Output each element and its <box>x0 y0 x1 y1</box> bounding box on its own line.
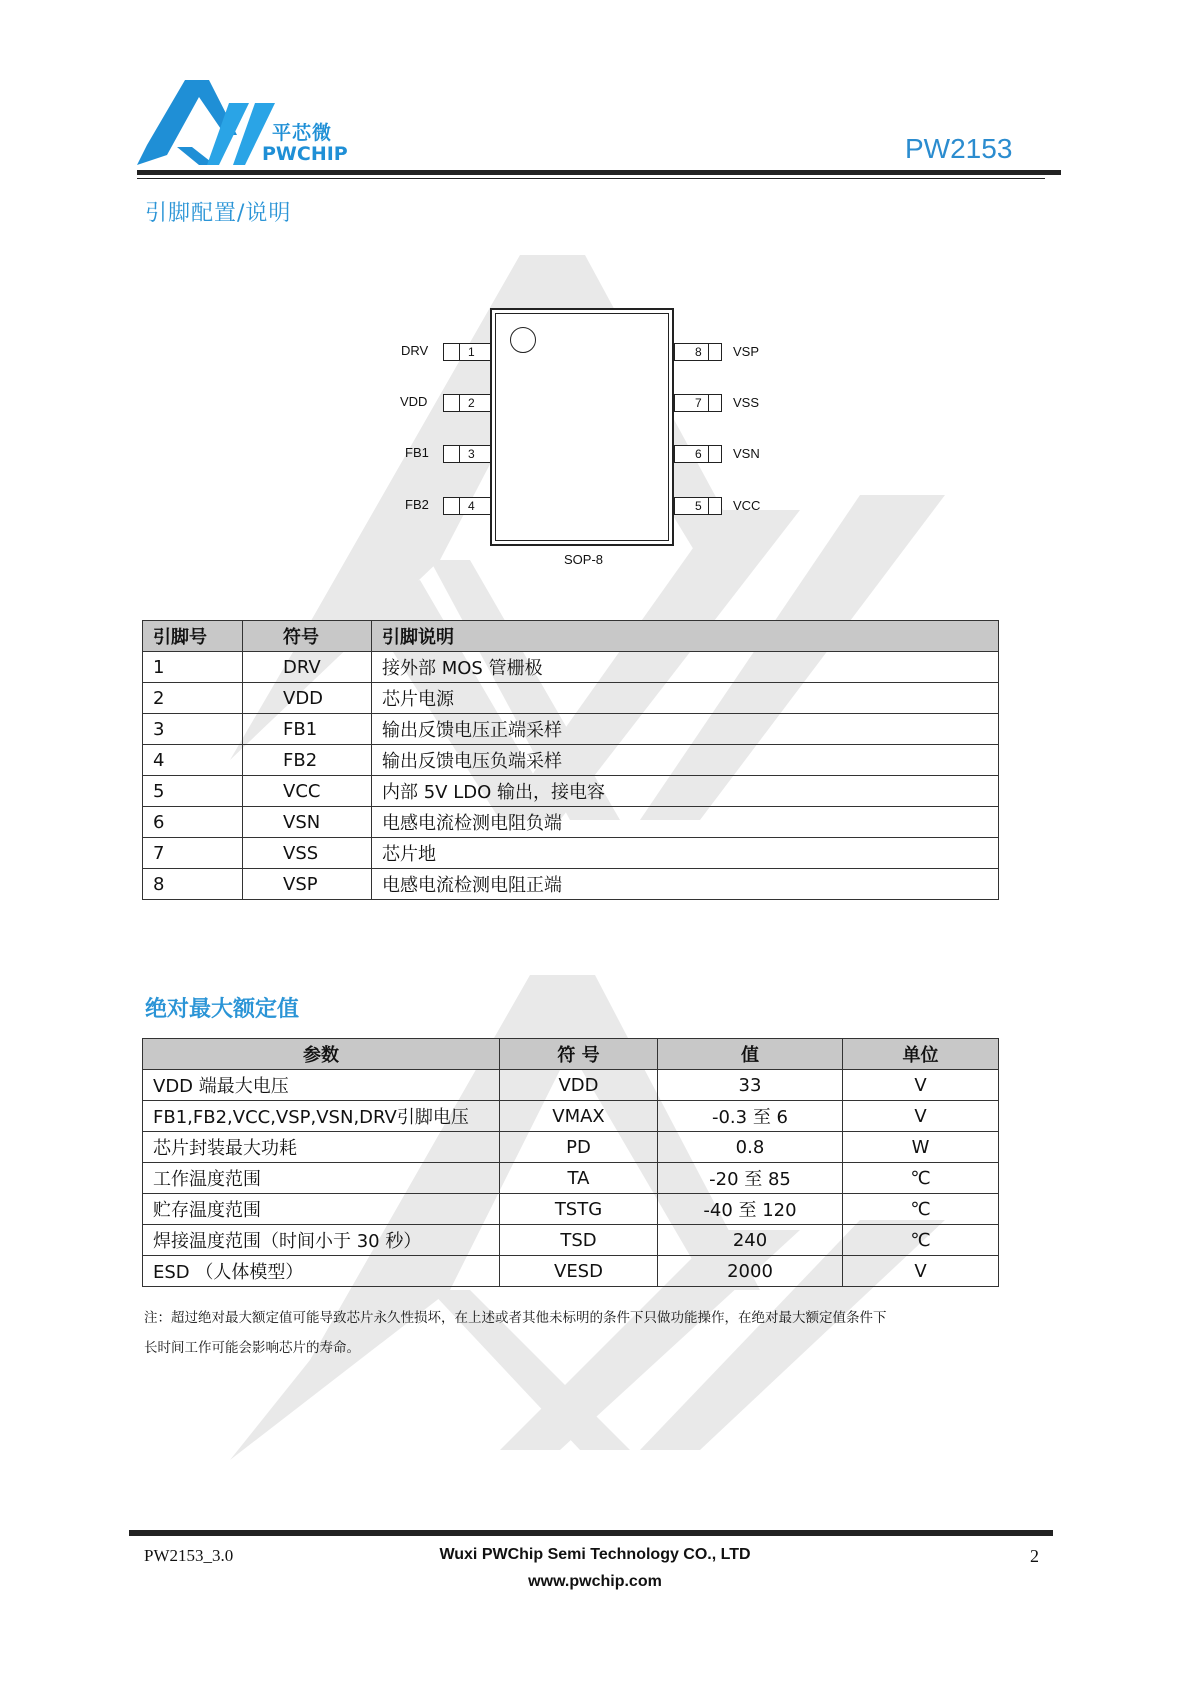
table-cell: 贮存温度范围 <box>143 1194 500 1225</box>
table-cell: W <box>843 1132 999 1163</box>
pin-number: 1 <box>468 345 475 359</box>
pin-label: VDD <box>400 394 428 409</box>
pin-description-table <box>142 620 999 900</box>
header-rule <box>137 170 1061 175</box>
table-row <box>143 683 999 714</box>
pin-box <box>443 497 491 515</box>
table-cell: TSTG <box>500 1194 658 1225</box>
pin-label: FB1 <box>405 445 429 460</box>
table-cell: 电感电流检测电阻负端 <box>372 807 999 838</box>
column-header: 符 号 <box>500 1039 658 1070</box>
table-row <box>143 776 999 807</box>
table-cell: 内部 5V LDO 输出，接电容 <box>372 776 999 807</box>
table-header-row <box>143 621 999 652</box>
table-cell: -0.3 至 6 <box>658 1101 843 1132</box>
abs-max-ratings-table <box>142 1038 999 1287</box>
table-cell: DRV <box>243 652 372 683</box>
table-row <box>143 1132 999 1163</box>
table-cell: FB1,FB2,VCC,VSP,VSN,DRV引脚电压 <box>143 1101 500 1132</box>
pin-box <box>443 343 491 361</box>
pin-box <box>674 497 722 515</box>
table-cell: V <box>843 1070 999 1101</box>
table-cell: 焊接温度范围（时间小于 30 秒） <box>143 1225 500 1256</box>
table-cell: 接外部 MOS 管栅极 <box>372 652 999 683</box>
note-text: 注：超过绝对最大额定值可能导致芯片永久性损坏，在上述或者其他未标明的条件下只做功能操作，在绝对最大额定值条件下 <box>144 1310 887 1326</box>
pin-box <box>443 394 491 412</box>
pin-number: 5 <box>695 499 702 513</box>
pin-label: FB2 <box>405 497 429 512</box>
column-header: 引脚号 <box>143 621 243 652</box>
pin-number: 4 <box>468 499 475 513</box>
package-name: SOP-8 <box>564 552 604 567</box>
pin-label: VCC <box>733 498 761 513</box>
table-cell: 输出反馈电压负端采样 <box>372 745 999 776</box>
column-header: 单位 <box>843 1039 999 1070</box>
pin-box <box>674 343 722 361</box>
table-row <box>143 838 999 869</box>
company-url[interactable]: www.pwchip.com <box>528 1573 662 1590</box>
pin-config-title: 引脚配置/说明 <box>145 201 292 226</box>
table-cell: 5 <box>143 776 243 807</box>
pin1-marker <box>510 327 536 353</box>
brand-english-name: PWCHIP <box>262 143 348 165</box>
table-cell: PD <box>500 1132 658 1163</box>
table-row <box>143 869 999 900</box>
table-row <box>143 652 999 683</box>
table-cell: 4 <box>143 745 243 776</box>
table-cell: VMAX <box>500 1101 658 1132</box>
pin-number: 8 <box>695 345 702 359</box>
pin-box <box>674 445 722 463</box>
header-rule-thin <box>137 178 1045 179</box>
table-row <box>143 807 999 838</box>
table-row <box>143 1225 999 1256</box>
pin-box <box>443 445 491 463</box>
table-row <box>143 1163 999 1194</box>
column-header: 引脚说明 <box>372 621 999 652</box>
table-cell: 8 <box>143 869 243 900</box>
table-cell: 芯片封装最大功耗 <box>143 1132 500 1163</box>
table-cell: ℃ <box>843 1225 999 1256</box>
table-cell: V <box>843 1256 999 1287</box>
part-number: PW2153 <box>905 133 1013 164</box>
table-cell: -20 至 85 <box>658 1163 843 1194</box>
table-cell: 33 <box>658 1070 843 1101</box>
table-cell: 输出反馈电压正端采样 <box>372 714 999 745</box>
brand-chinese-name: 平芯微 <box>272 122 333 144</box>
note-text: 长时间工作可能会影响芯片的寿命。 <box>144 1340 360 1356</box>
table-cell: V <box>843 1101 999 1132</box>
table-cell: TA <box>500 1163 658 1194</box>
table-cell: VSN <box>243 807 372 838</box>
pin-label: VSP <box>733 344 760 359</box>
table-cell: 7 <box>143 838 243 869</box>
table-cell: FB1 <box>243 714 372 745</box>
pin-number: 6 <box>695 447 702 461</box>
table-row <box>143 1256 999 1287</box>
table-cell: FB2 <box>243 745 372 776</box>
table-row <box>143 1194 999 1225</box>
table-cell: VSS <box>243 838 372 869</box>
table-cell: VCC <box>243 776 372 807</box>
pin-number: 3 <box>468 447 475 461</box>
abs-max-ratings-title: 绝对最大额定值 <box>145 997 300 1022</box>
table-cell: TSD <box>500 1225 658 1256</box>
company-name: Wuxi PWChip Semi Technology CO., LTD <box>439 1546 751 1563</box>
table-cell: ℃ <box>843 1163 999 1194</box>
table-cell: VDD 端最大电压 <box>143 1070 500 1101</box>
table-cell: VSP <box>243 869 372 900</box>
table-cell: 0.8 <box>658 1132 843 1163</box>
doc-version: PW2153_3.0 <box>144 1546 234 1565</box>
table-cell: 工作温度范围 <box>143 1163 500 1194</box>
pin-label: VSN <box>733 446 760 461</box>
table-cell: 3 <box>143 714 243 745</box>
table-cell: 芯片地 <box>372 838 999 869</box>
pin-number: 2 <box>468 396 475 410</box>
table-row <box>143 1070 999 1101</box>
table-cell: ESD （人体模型） <box>143 1256 500 1287</box>
table-row <box>143 1101 999 1132</box>
table-header-row <box>143 1039 999 1070</box>
table-cell: 6 <box>143 807 243 838</box>
pin-label: VSS <box>733 395 760 410</box>
table-row <box>143 714 999 745</box>
table-cell: VDD <box>500 1070 658 1101</box>
table-cell: 芯片电源 <box>372 683 999 714</box>
table-cell: 2 <box>143 683 243 714</box>
table-cell: -40 至 120 <box>658 1194 843 1225</box>
table-cell: VDD <box>243 683 372 714</box>
table-cell: ℃ <box>843 1194 999 1225</box>
pin-label: DRV <box>401 343 429 358</box>
column-header: 符号 <box>243 621 372 652</box>
footer-rule <box>129 1530 1053 1536</box>
table-cell: 2000 <box>658 1256 843 1287</box>
table-cell: 1 <box>143 652 243 683</box>
page-number: 2 <box>1030 1546 1039 1566</box>
table-cell: 电感电流检测电阻正端 <box>372 869 999 900</box>
table-cell: VESD <box>500 1256 658 1287</box>
pin-box <box>674 394 722 412</box>
column-header: 值 <box>658 1039 843 1070</box>
pin-number: 7 <box>695 396 702 410</box>
column-header: 参数 <box>143 1039 500 1070</box>
table-row <box>143 745 999 776</box>
table-cell: 240 <box>658 1225 843 1256</box>
